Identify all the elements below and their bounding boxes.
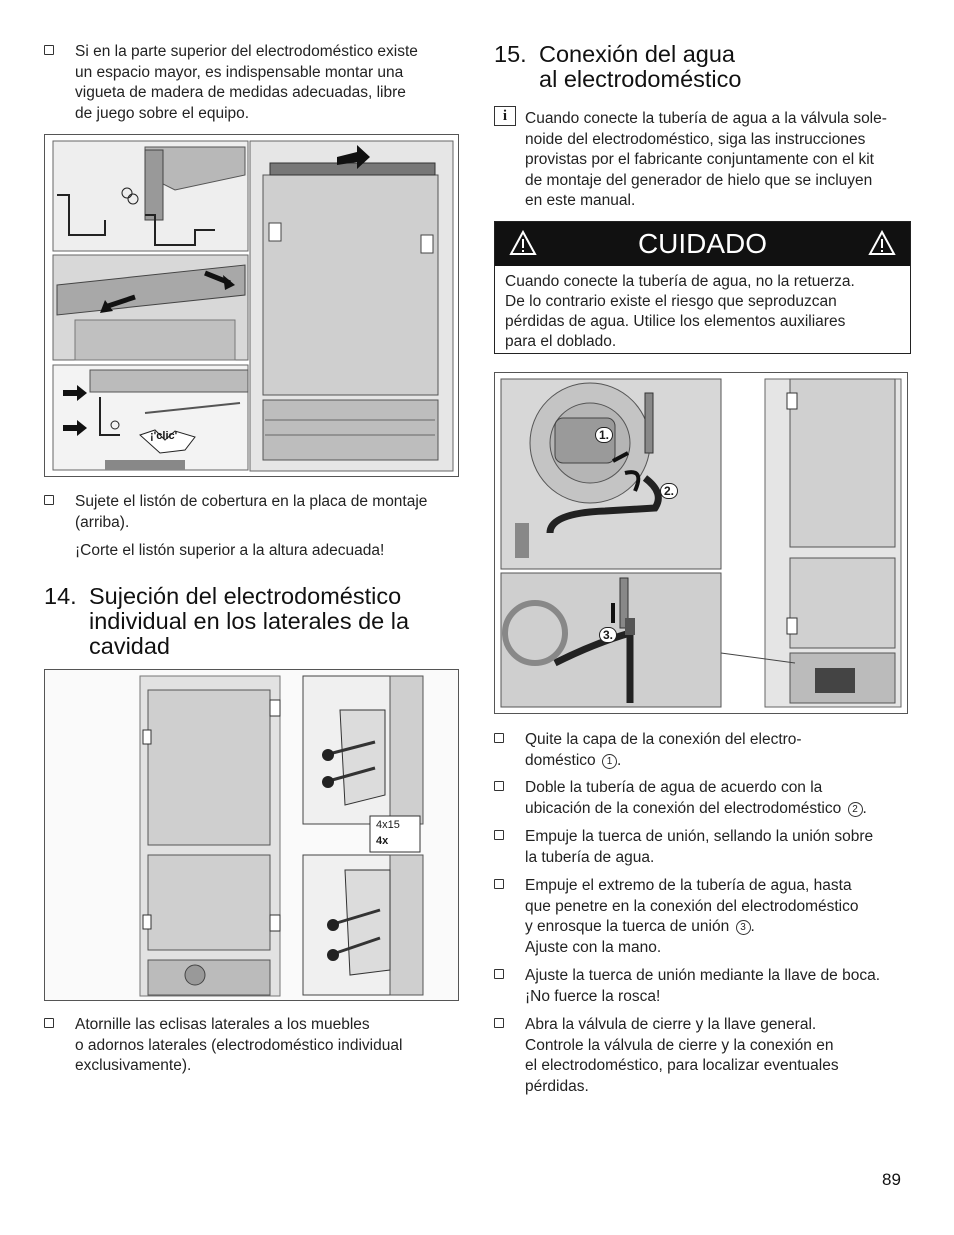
checkbox-bullet-icon — [44, 45, 54, 55]
screw-size-label: 4x15 — [376, 819, 400, 831]
checkbox-bullet-icon — [494, 733, 504, 743]
step-text-after: . — [862, 799, 867, 817]
section-title: Conexión del agua al electrodoméstico — [539, 41, 742, 92]
info-text: Cuando conecte la tubería de agua a la válvula sole- noide del electrodoméstico, siga las instrucciones provistas por el fabricante conjuntamente con el kit de montaje del generador de hielo que se incluyen en este manual. — [525, 110, 887, 209]
bullet-text: Sujete el listón de cobertura en la placa de montaje (arriba). — [75, 493, 428, 531]
section-title: Sujeción del electrodoméstico individual en los laterales de la cavidad — [89, 583, 410, 659]
step-text: Quite la capa de la conexión del electro- doméstico — [525, 731, 802, 769]
page-number: 89 — [882, 1170, 901, 1189]
bullet-screw-side — [44, 1015, 464, 1077]
note-cut-strip: ¡Corte el listón superior a la altura adecuada! — [75, 542, 385, 559]
step-label-1: 1. — [595, 427, 613, 443]
figure-cover-strip — [44, 134, 459, 477]
checkbox-bullet-icon — [494, 879, 504, 889]
step-item — [494, 730, 914, 771]
checkbox-bullet-icon — [494, 781, 504, 791]
warning-triangle-icon — [868, 230, 896, 256]
caution-box — [494, 221, 911, 354]
info-icon: i — [494, 106, 516, 126]
ref-number: 1 — [602, 754, 617, 769]
step-label-2: 2. — [660, 483, 678, 499]
step-label-3: 3. — [599, 627, 617, 643]
step-text-after: . — [616, 751, 622, 769]
figure-side-fixing — [44, 669, 459, 1001]
step-text-after: . Ajuste con la mano. — [525, 918, 755, 956]
section-number: 15. — [494, 41, 527, 67]
step-text: Doble la tubería de agua de acuerdo con la ubicación de la conexión del electrodoméstico — [525, 779, 842, 817]
bullet-text: Si en la parte superior del electrodoméstico existe un espacio mayor, es indispensable montar una vigueta de madera de medidas adecuadas, libre de juego sobre el equipo. — [75, 43, 418, 122]
section-number: 14. — [44, 583, 77, 609]
checkbox-bullet-icon — [494, 830, 504, 840]
bullet-top-space — [44, 42, 464, 124]
checkbox-bullet-icon — [44, 495, 54, 505]
bullet-cover-strip — [44, 492, 464, 533]
bullet-text: Atornille las eclisas laterales a los muebles o adornos laterales (electrodoméstico individual exclusivamente). — [75, 1016, 403, 1074]
clic-label: ¡'clic' — [150, 430, 178, 442]
step-text: Empuje la tuerca de unión, sellando la unión sobre la tubería de agua. — [525, 828, 874, 866]
step-item — [494, 778, 914, 819]
ref-number: 3 — [736, 920, 751, 935]
caution-title: CUIDADO — [637, 228, 768, 259]
checkbox-bullet-icon — [44, 1018, 54, 1028]
figure-water-connection — [494, 372, 908, 714]
caution-header — [495, 222, 910, 266]
ref-number: 2 — [848, 802, 863, 817]
section-14-heading — [44, 584, 464, 659]
screw-qty-label: 4x — [376, 835, 389, 847]
step-text: Ajuste la tuerca de unión mediante la llave de boca. ¡No fuerce la rosca! — [525, 967, 881, 1005]
step-item — [494, 1015, 914, 1097]
checkbox-bullet-icon — [494, 1018, 504, 1028]
caution-text: Cuando conecte la tubería de agua, no la retuerza. De lo contrario existe el riesgo que seproduzcan pérdidas de agua. Utilice los elementos auxiliares para el doblado. — [505, 273, 855, 350]
checkbox-bullet-icon — [494, 969, 504, 979]
section-15-heading — [494, 42, 914, 92]
step-item — [494, 966, 914, 1007]
step-text: Empuje el extremo de la tubería de agua, hasta que penetre en la conexión del electrodoméstico y enrosque la tuerca de unión — [525, 877, 859, 935]
step-item — [494, 876, 914, 958]
step-item — [494, 827, 914, 868]
step-text: Abra la válvula de cierre y la llave general. Controle la válvula de cierre y la conexión en el electrodoméstico, para localizar eventuales pérdidas. — [525, 1016, 839, 1095]
